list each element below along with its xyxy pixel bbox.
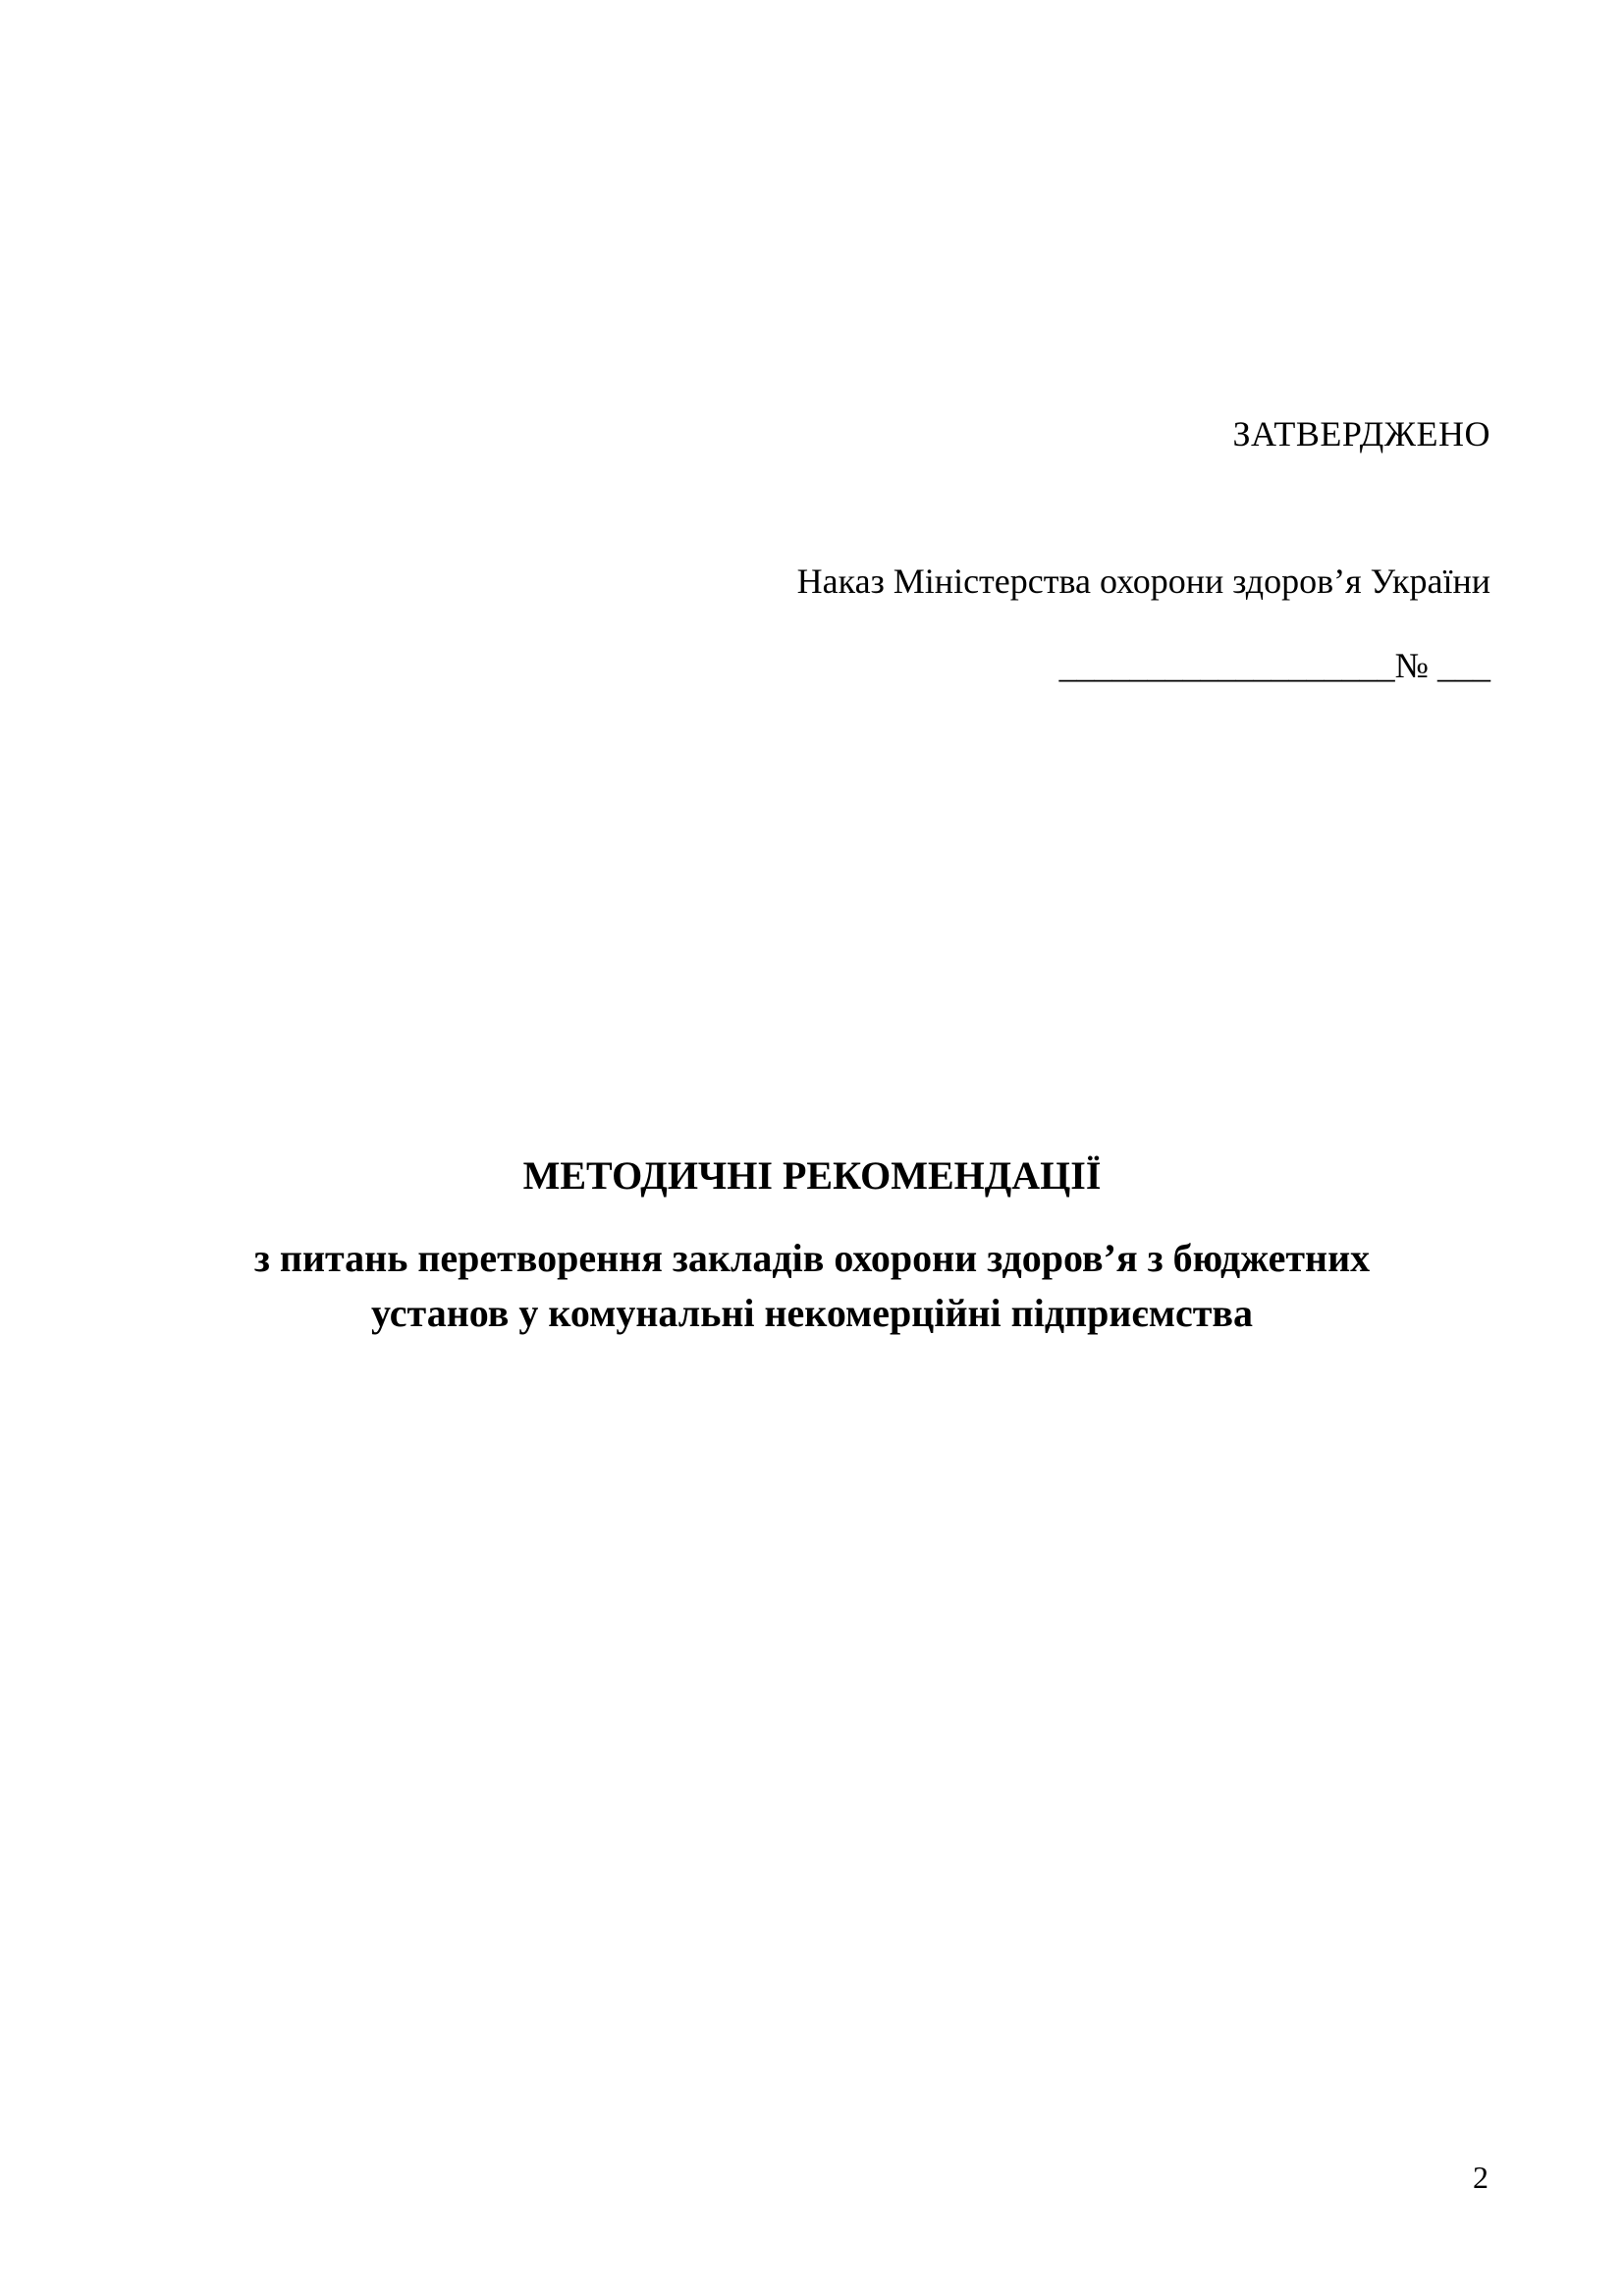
title-block [0, 1150, 1624, 1341]
approved-label: ЗАТВЕРДЖЕНО [1232, 414, 1490, 454]
document-title: МЕТОДИЧНІ РЕКОМЕНДАЦІЇ [522, 1153, 1102, 1198]
approval-block [607, 410, 1490, 689]
order-number-line: ___________________№ ___ [1058, 646, 1490, 685]
subtitle-line-1: з питань перетворення закладів охорони здоров’я з бюджетних [253, 1236, 1371, 1280]
subtitle-line-2: установ у комунальні некомерційні підприємства [371, 1291, 1253, 1335]
order-reference: Наказ Міністерства охорони здоров’я України [796, 561, 1490, 601]
page-number: 2 [1473, 2160, 1489, 2195]
document-subtitle [174, 1231, 1450, 1341]
